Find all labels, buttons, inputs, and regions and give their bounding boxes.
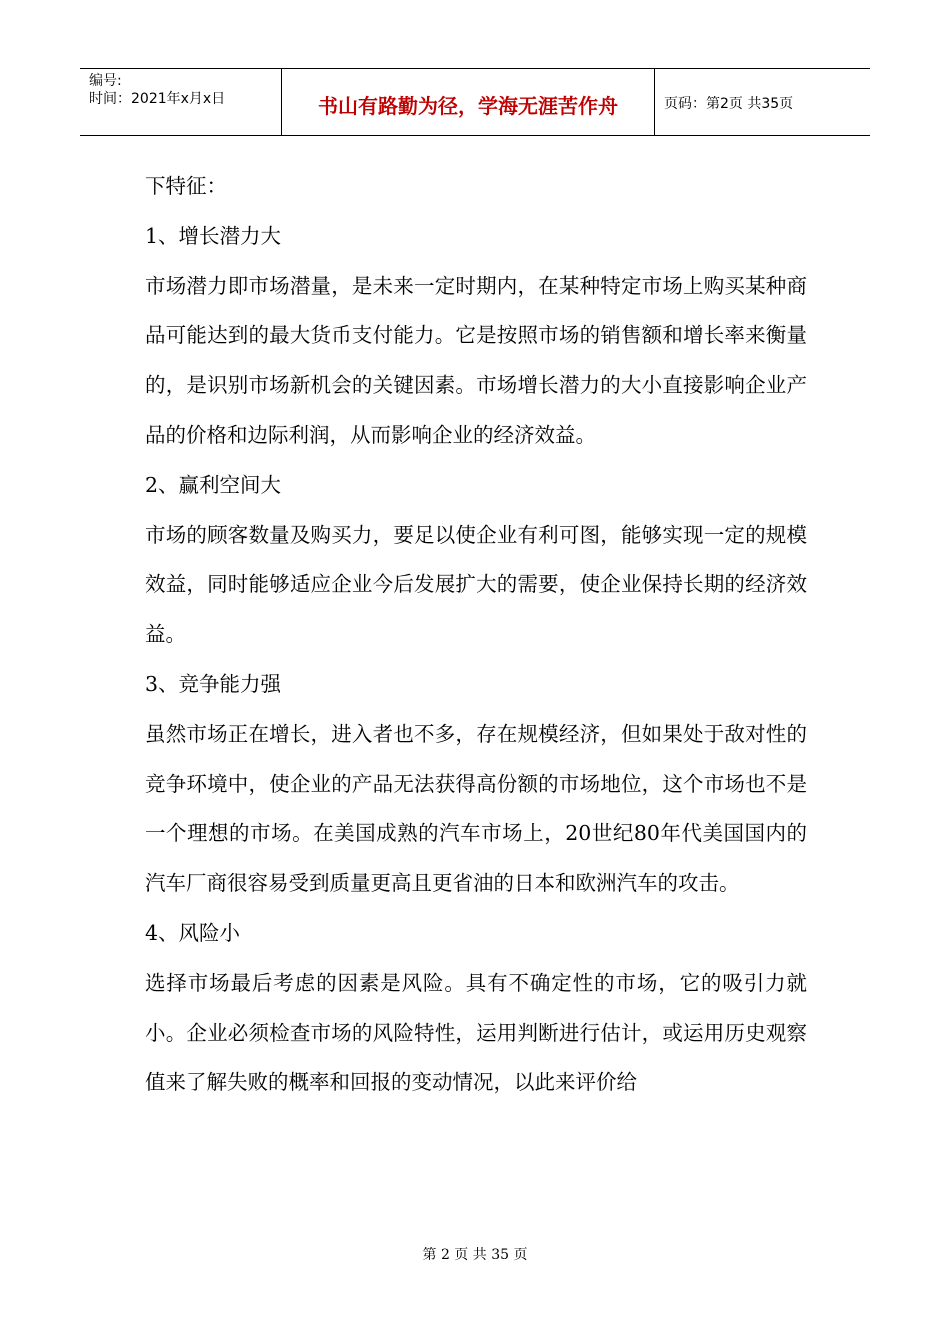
section-heading-2: 2、赢利空间大 xyxy=(145,472,282,497)
paragraph-risk: 选择市场最后考虑的因素是风险。具有不确定性的市场，它的吸引力就小。企业必须检查市场的风险特性，运用判断进行估计，或运用历史观察值来了解失败的概率和回报的变动情况，以此来评价给 xyxy=(145,970,807,1095)
page-header xyxy=(80,68,870,136)
header-motto: 书山有路勤为径，学海无涯苦作舟 xyxy=(282,69,655,135)
header-meta xyxy=(80,69,282,135)
page-footer: 第 2 页 共 35 页 xyxy=(422,1247,528,1263)
paragraph-intro: 下特征： xyxy=(145,174,227,198)
header-page-info: 页码：第2页 共35页 xyxy=(664,96,794,112)
document-time-label: 时间：2021年x月x日 xyxy=(89,91,226,107)
document-number-label: 编号: xyxy=(89,73,122,89)
section-heading-1: 1、增长潜力大 xyxy=(145,223,282,248)
document-body xyxy=(145,162,807,1108)
paragraph-growth-potential: 市场潜力即市场潜量，是未来一定时期内，在某种特定市场上购买某种商品可能达到的最大货币支付能力。它是按照市场的销售额和增长率来衡量的，是识别市场新机会的关键因素。市场增长潜力的大小直接影响企业产品的价格和边际利润，从而影响企业的经济效益。 xyxy=(145,273,807,447)
paragraph-competitiveness: 虽然市场正在增长，进入者也不多，存在规模经济，但如果处于敌对性的竞争环境中，使企业的产品无法获得高份额的市场地位，这个市场也不是一个理想的市场。在美国成熟的汽车市场上，20世纪80年代美国国内的汽车厂商很容易受到质量更高且更省油的日本和欧洲汽车的攻击。 xyxy=(145,721,807,896)
section-heading-3: 3、竞争能力强 xyxy=(145,671,282,696)
section-heading-4: 4、风险小 xyxy=(145,920,241,945)
paragraph-profit-space: 市场的顾客数量及购买力，要足以使企业有利可图，能够实现一定的规模效益，同时能够适应企业今后发展扩大的需要，使企业保持长期的经济效益。 xyxy=(145,522,807,647)
